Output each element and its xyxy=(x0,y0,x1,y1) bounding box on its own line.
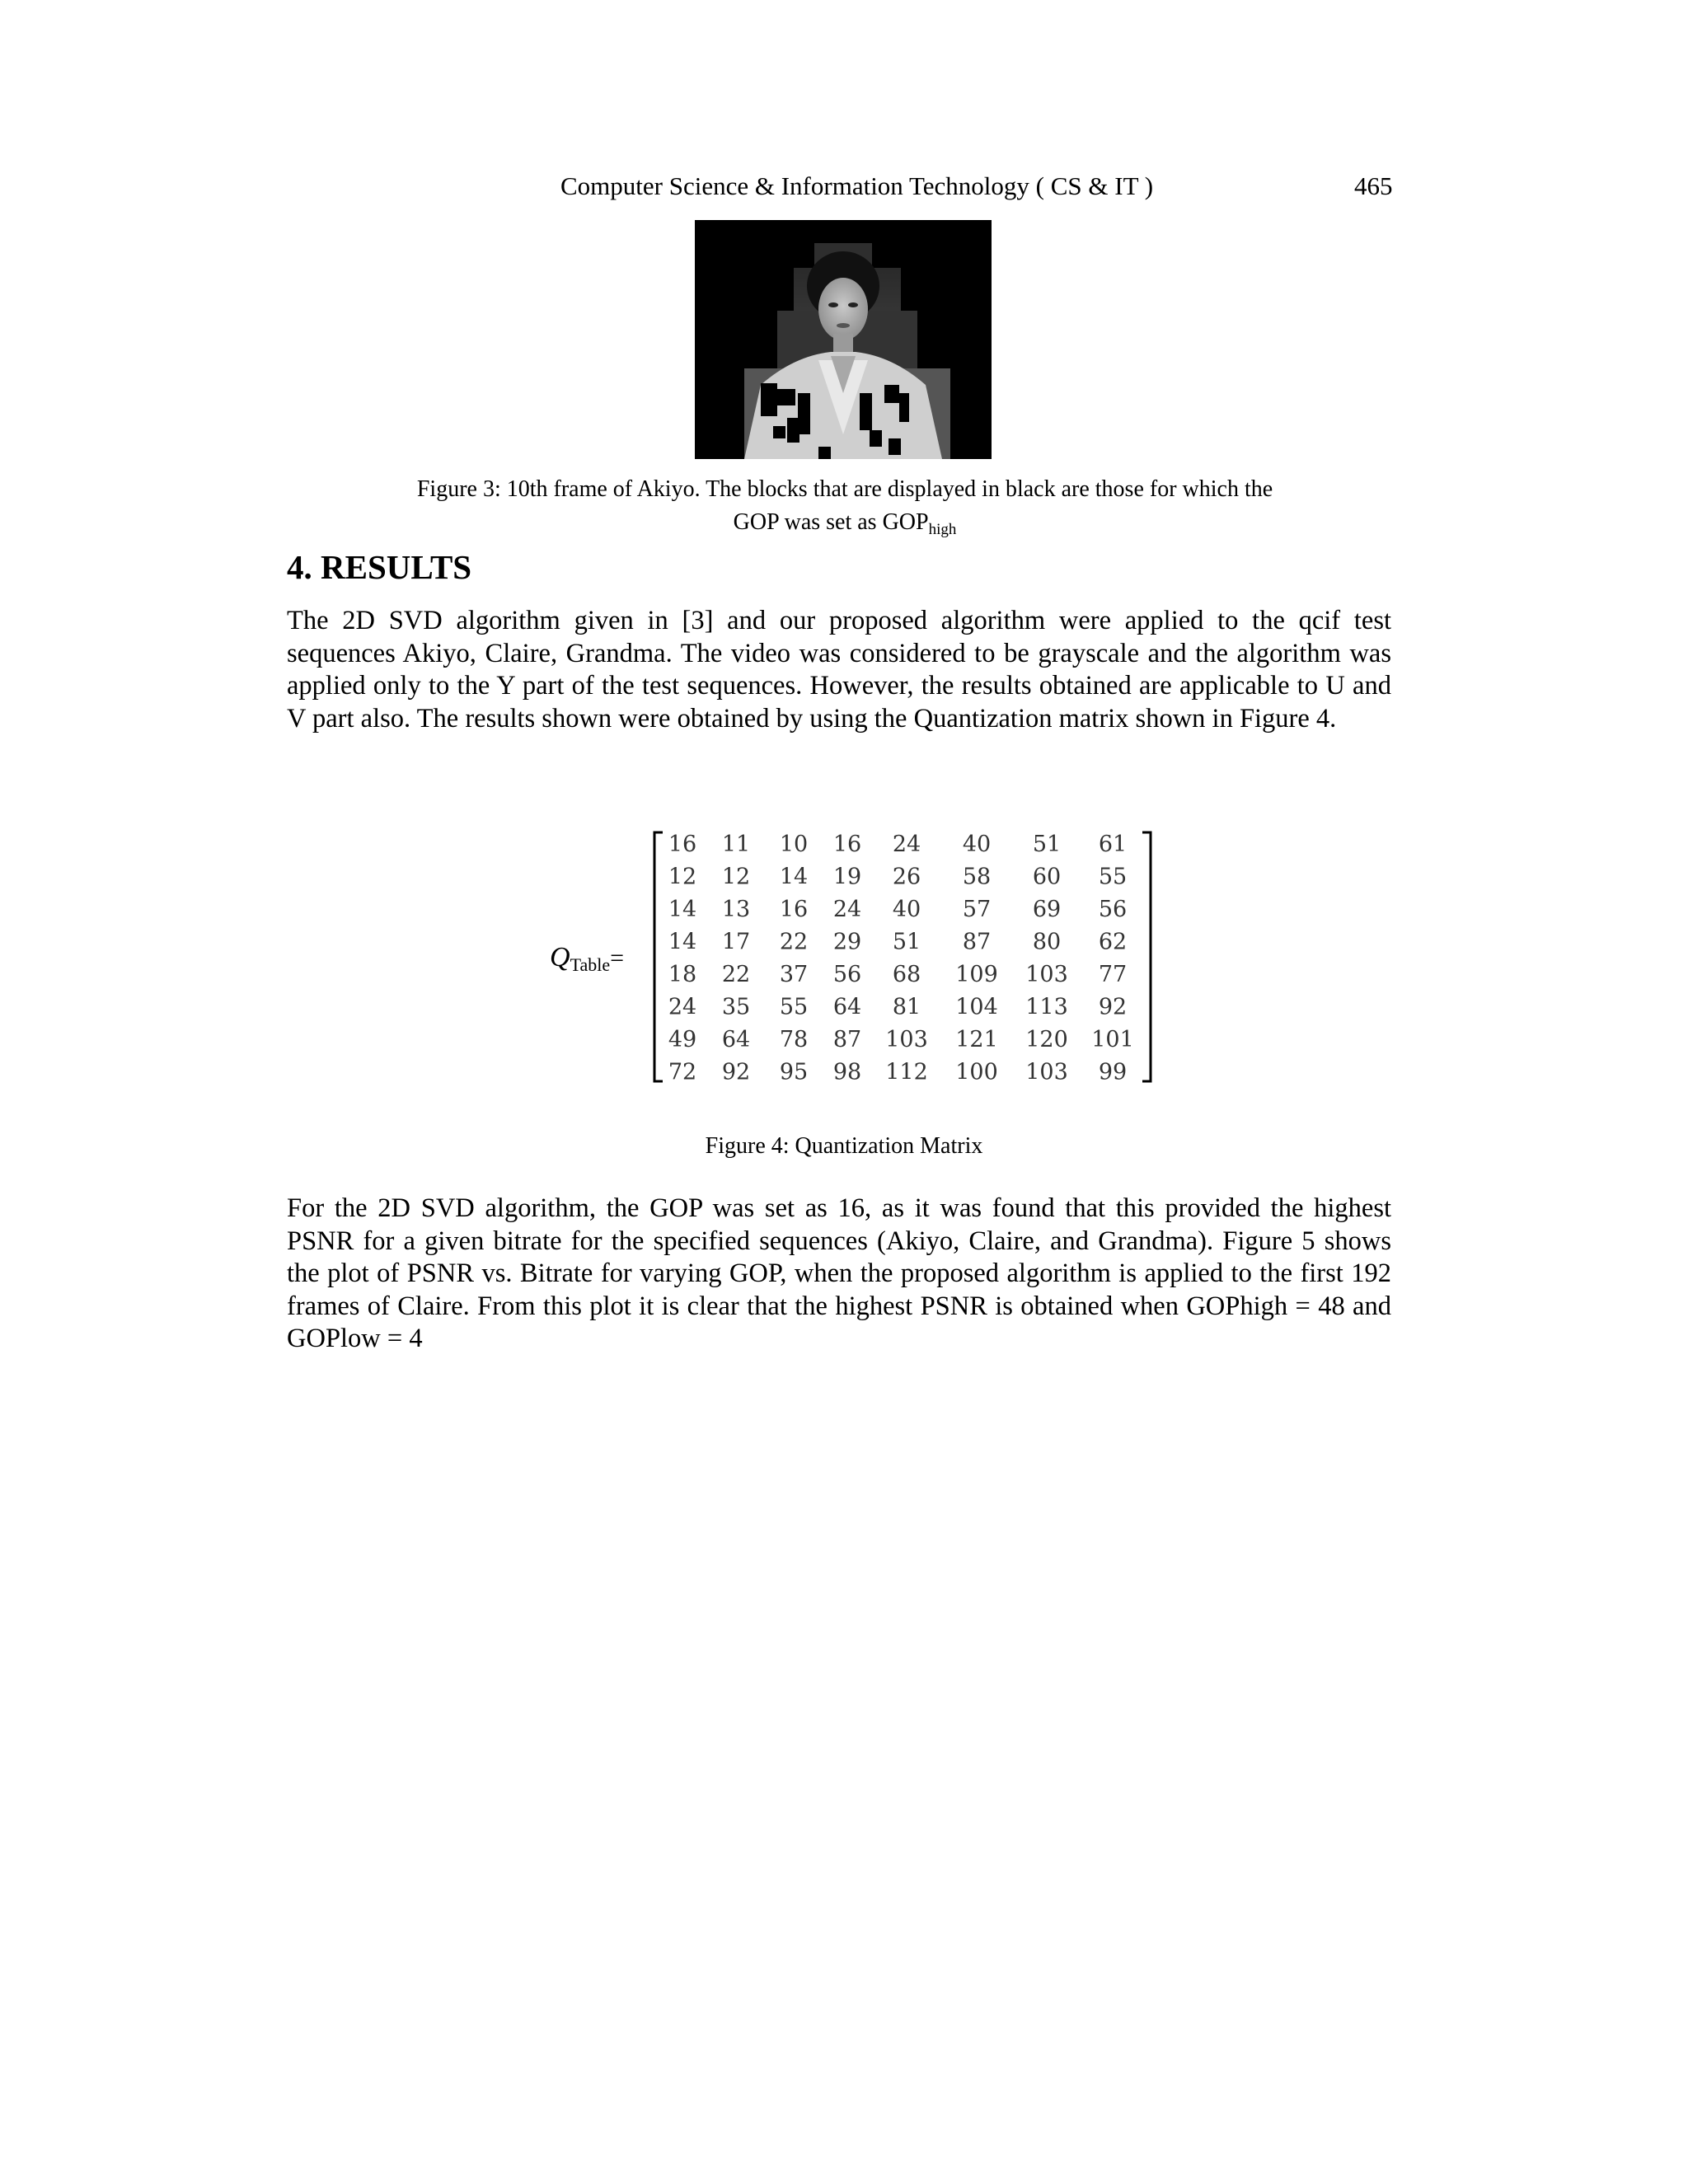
matrix-cell: 72 xyxy=(668,1059,697,1085)
matrix-cell: 14 xyxy=(668,929,697,955)
matrix-right-bracket xyxy=(1142,832,1151,1081)
matrix-cell: 22 xyxy=(721,962,751,987)
matrix-cell: 14 xyxy=(668,897,697,922)
matrix-cell: 69 xyxy=(1032,897,1062,922)
matrix-label-subscript: Table xyxy=(570,954,611,975)
matrix-cell: 112 xyxy=(885,1059,928,1085)
matrix-cell: 35 xyxy=(721,994,751,1020)
matrix-cell: 57 xyxy=(962,897,992,922)
matrix-cell: 55 xyxy=(1098,864,1128,890)
matrix-cell: 56 xyxy=(832,962,862,987)
matrix-cell: 100 xyxy=(955,1059,998,1085)
running-header: Computer Science & Information Technology ( CS & IT ) xyxy=(560,171,1154,200)
matrix-cell: 24 xyxy=(892,832,921,857)
matrix-cell: 12 xyxy=(721,864,751,890)
matrix-cell: 22 xyxy=(779,929,809,955)
matrix-cell: 17 xyxy=(721,929,751,955)
matrix-cell: 51 xyxy=(1032,832,1062,857)
matrix-cell: 24 xyxy=(668,994,697,1020)
matrix-cell: 99 xyxy=(1098,1059,1128,1085)
matrix-cell: 104 xyxy=(955,994,998,1020)
matrix-cell: 121 xyxy=(955,1027,998,1052)
matrix-cell: 87 xyxy=(832,1027,862,1052)
quantization-matrix xyxy=(651,824,1162,1088)
matrix-cell: 62 xyxy=(1098,929,1128,955)
caption-gop-text: GOP was set as GOP xyxy=(733,509,929,535)
matrix-cell: 61 xyxy=(1098,832,1128,857)
matrix-cell: 80 xyxy=(1032,929,1062,955)
section-heading-results: 4. RESULTS xyxy=(287,548,472,586)
matrix-cell: 98 xyxy=(832,1059,862,1085)
matrix-cell: 16 xyxy=(779,897,809,922)
matrix-cell: 92 xyxy=(1098,994,1128,1020)
matrix-cell: 55 xyxy=(779,994,809,1020)
matrix-cell: 58 xyxy=(962,864,992,890)
matrix-cell: 29 xyxy=(832,929,862,955)
matrix-cell: 87 xyxy=(962,929,992,955)
matrix-cell: 103 xyxy=(885,1027,928,1052)
matrix-cell: 16 xyxy=(668,832,697,857)
matrix-cell: 19 xyxy=(832,864,862,890)
matrix-cell: 103 xyxy=(1025,1059,1068,1085)
matrix-cell: 64 xyxy=(721,1027,751,1052)
matrix-cell: 37 xyxy=(779,962,809,987)
matrix-cell: 51 xyxy=(892,929,921,955)
matrix-cell: 49 xyxy=(668,1027,697,1052)
matrix-cell: 26 xyxy=(892,864,921,890)
figure-3-caption-line2 xyxy=(288,506,1401,539)
matrix-cell: 11 xyxy=(721,832,751,857)
figure-4-caption: Figure 4: Quantization Matrix xyxy=(705,1133,983,1159)
matrix-cell: 40 xyxy=(892,897,921,922)
page-number: 465 xyxy=(1354,171,1393,200)
figure-3-akiyo-frame xyxy=(695,220,992,459)
matrix-cell: 77 xyxy=(1098,962,1128,987)
figure-3-caption-line1: Figure 3: 10th frame of Akiyo. The blocks that are displayed in black are those for which the xyxy=(416,476,1273,502)
matrix-cell: 103 xyxy=(1025,962,1068,987)
matrix-label xyxy=(550,942,624,973)
matrix-cell: 10 xyxy=(779,832,809,857)
matrix-cell: 120 xyxy=(1025,1027,1068,1052)
matrix-cell: 16 xyxy=(832,832,862,857)
matrix-cell: 12 xyxy=(668,864,697,890)
matrix-label-symbol: Q xyxy=(550,942,570,972)
matrix-cell: 101 xyxy=(1091,1027,1134,1052)
matrix-cell: 95 xyxy=(779,1059,809,1085)
matrix-cell: 18 xyxy=(668,962,697,987)
matrix-cell: 92 xyxy=(721,1059,751,1085)
matrix-cell: 64 xyxy=(832,994,862,1020)
matrix-cell: 14 xyxy=(779,864,809,890)
results-paragraph-1: The 2D SVD algorithm given in [3] and our proposed algorithm were applied to the qcif test sequences Akiyo, Claire, Grandma. The video was considered to be grayscale and the algorithm was applied only to the Y part of the test sequences. However, the results obtained are applicable to U and V part also. The results shown were obtained by using the Quantization matrix shown in Figure 4. xyxy=(287,606,1391,733)
matrix-cell: 109 xyxy=(955,962,998,987)
matrix-cell: 60 xyxy=(1032,864,1062,890)
matrix-cell: 68 xyxy=(892,962,921,987)
results-paragraph-2: For the 2D SVD algorithm, the GOP was set as 16, as it was found that this provided the highest PSNR for a given bitrate for the specified sequences (Akiyo, Claire, and Grandma). Figure 5 shows the plot of PSNR vs. Bitrate for varying GOP, when the proposed algorithm is applied to the first 192 frames of Claire. From this plot it is clear that the highest PSNR is obtained when GOPhigh = 48 and GOPlow = 4 xyxy=(287,1193,1391,1353)
matrix-cell: 78 xyxy=(779,1027,809,1052)
figure-3-caption xyxy=(288,473,1401,539)
matrix-cell: 56 xyxy=(1098,897,1128,922)
caption-gop-subscript: high xyxy=(928,521,957,538)
matrix-label-equals: = xyxy=(610,944,625,972)
matrix-cell: 24 xyxy=(832,897,862,922)
matrix-left-bracket xyxy=(654,832,663,1081)
matrix-cell: 81 xyxy=(892,994,921,1020)
matrix-cell: 13 xyxy=(721,897,751,922)
matrix-cell: 40 xyxy=(962,832,992,857)
matrix-cell: 113 xyxy=(1025,994,1068,1020)
